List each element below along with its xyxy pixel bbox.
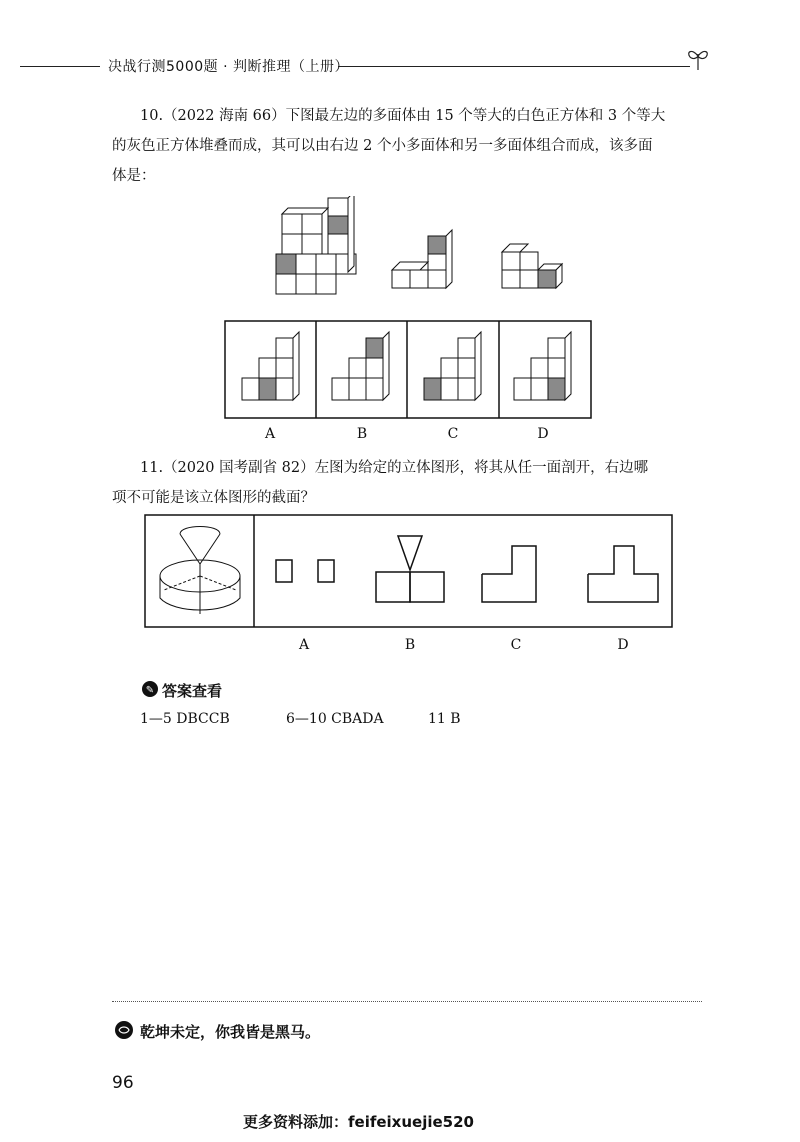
q11-option-b: B — [404, 637, 416, 653]
q10-line2: 的灰色正方体堆叠而成，其可以由右边 2 个小多面体和另一多面体组合而成，该多面 — [112, 138, 653, 154]
book-title: 决战行测5000题 · 判断推理（上册） — [108, 59, 349, 75]
page-number: 96 — [112, 1073, 134, 1093]
q11-line2: 项不可能是该立体图形的截面？ — [112, 490, 315, 506]
q11-option-a: A — [298, 637, 310, 653]
q10-options-box — [224, 320, 592, 420]
q10-option-c: C — [447, 426, 459, 442]
q10-option-a: A — [264, 426, 276, 442]
motto-badge-icon — [114, 1020, 134, 1040]
q11-line1: 11.（2020 国考副省 82）左图为给定的立体图形，将其从任一面剖开，右边哪 — [140, 460, 649, 476]
footer-divider — [112, 1001, 702, 1002]
header-rule-right — [338, 66, 690, 67]
sprout-icon — [684, 44, 712, 72]
q11-option-c: C — [510, 637, 522, 653]
header-rule-left — [20, 66, 100, 67]
answers-group-1: 1—5 DBCCB — [140, 711, 230, 727]
answers-group-3: 11 B — [428, 711, 461, 727]
q10-option-d: D — [537, 426, 549, 442]
q10-line3: 体是： — [112, 168, 156, 184]
svg-text:✎: ✎ — [145, 685, 155, 696]
answers-group-2: 6—10 CBADA — [286, 711, 384, 727]
motto-text: 乾坤未定，你我皆是黑马。 — [140, 1023, 321, 1041]
q10-given-figures — [272, 196, 572, 300]
answers-title: 答案查看 — [162, 682, 223, 700]
q11-option-d: D — [617, 637, 629, 653]
footer-promo: 更多资料添加：feifeixuejie520 — [243, 1113, 474, 1131]
answer-badge-icon — [141, 680, 159, 698]
q10-option-b: B — [356, 426, 368, 442]
q11-figure-box — [144, 514, 674, 630]
q10-line1: 10.（2022 海南 66）下图最左边的多面体由 15 个等大的白色正方体和 3 个等大 — [140, 108, 666, 124]
